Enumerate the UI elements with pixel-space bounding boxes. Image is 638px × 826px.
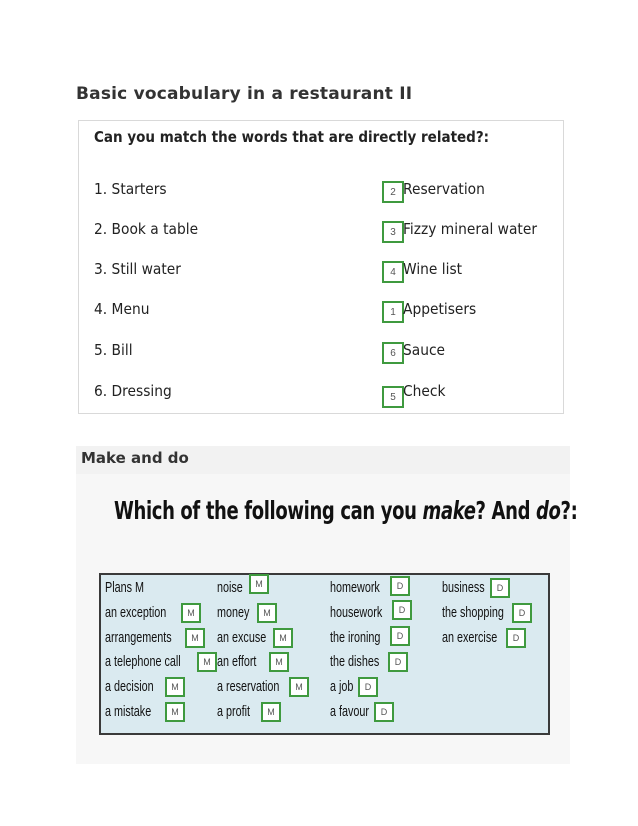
answer-box[interactable]: M	[257, 603, 277, 623]
answer-box[interactable]: 6	[382, 342, 404, 364]
word-cell	[217, 677, 304, 699]
answer-box[interactable]: M	[249, 574, 269, 594]
answer-box[interactable]: M	[185, 628, 205, 648]
word-cell	[105, 603, 195, 625]
make-do-table	[99, 573, 550, 735]
word-cell	[330, 628, 404, 650]
word: a job	[330, 678, 354, 695]
answer-box[interactable]: M	[273, 628, 293, 648]
word: noise	[217, 579, 243, 596]
match-row	[79, 260, 563, 290]
word: money	[217, 604, 250, 621]
word-cell	[217, 628, 285, 650]
word: a mistake	[105, 703, 152, 720]
answer-box[interactable]: D	[358, 677, 378, 697]
section1-heading: Basic vocabulary in a restaurant II	[76, 84, 413, 104]
matching-question: Can you match the words that are directly related?:	[94, 128, 490, 146]
word: Plans M	[105, 579, 145, 596]
answer-box[interactable]: 5	[382, 386, 404, 408]
word-cell	[330, 677, 372, 699]
word: an exception	[105, 604, 167, 621]
answer-box[interactable]: M	[269, 652, 289, 672]
answer-box[interactable]: 4	[382, 261, 404, 283]
answer-box[interactable]: D	[390, 576, 410, 596]
answer-box[interactable]: 1	[382, 301, 404, 323]
answer-box[interactable]: D	[506, 628, 526, 648]
make-do-question: Which of the following can you make? And do?:	[114, 496, 578, 525]
word-cell	[442, 628, 519, 650]
answer-box[interactable]: 2	[382, 181, 404, 203]
answer-box[interactable]: M	[197, 652, 217, 672]
right-term: Reservation	[403, 180, 485, 198]
word-cell	[330, 603, 406, 625]
word-cell	[217, 578, 263, 600]
word: an exercise	[442, 629, 498, 646]
answer-box[interactable]: D	[392, 600, 412, 620]
word-cell	[105, 628, 198, 650]
word: homework	[330, 579, 380, 596]
right-term: Check	[403, 382, 446, 400]
answer-box[interactable]: M	[165, 702, 185, 722]
left-term: 1. Starters	[94, 180, 167, 198]
word: a profit	[217, 703, 251, 720]
section2-heading-bar	[76, 446, 570, 474]
left-term: 6. Dressing	[94, 382, 172, 400]
word: an excuse	[217, 629, 267, 646]
right-term: Wine list	[403, 260, 463, 278]
right-term: Fizzy mineral water	[403, 220, 538, 238]
answer-box[interactable]: D	[388, 652, 408, 672]
answer-box[interactable]: 3	[382, 221, 404, 243]
right-term: Appetisers	[403, 300, 477, 318]
word: the ironing	[330, 629, 381, 646]
word-cell	[217, 652, 283, 674]
word-cell	[330, 702, 388, 724]
word-cell	[105, 652, 210, 674]
answer-box[interactable]: D	[512, 603, 532, 623]
word: the dishes	[330, 653, 380, 670]
answer-box[interactable]: M	[261, 702, 281, 722]
word-cell	[217, 702, 275, 724]
word: a telephone call	[105, 653, 181, 670]
word: business	[442, 579, 485, 596]
word-cell	[330, 578, 404, 600]
left-term: 4. Menu	[94, 300, 150, 318]
word: arrangements	[105, 629, 172, 646]
answer-box[interactable]: M	[181, 603, 201, 623]
word-cell	[217, 603, 271, 625]
word: the shopping	[442, 604, 504, 621]
answer-box[interactable]: M	[165, 677, 185, 697]
match-row	[79, 180, 563, 210]
answer-box[interactable]: M	[289, 677, 309, 697]
word-cell	[105, 677, 179, 699]
left-term: 2. Book a table	[94, 220, 199, 238]
section2-heading: Make and do	[81, 449, 189, 467]
word-cell	[330, 652, 402, 674]
word-cell	[442, 578, 504, 600]
make-do-exercise	[76, 474, 578, 764]
answer-box[interactable]: D	[490, 578, 510, 598]
match-row	[79, 382, 563, 412]
word: a favour	[330, 703, 370, 720]
word-cell	[442, 603, 528, 625]
match-row	[79, 341, 563, 371]
matching-exercise	[78, 120, 564, 414]
word: a reservation	[217, 678, 280, 695]
answer-box[interactable]: D	[374, 702, 394, 722]
word: a decision	[105, 678, 154, 695]
word-cell	[105, 578, 159, 600]
left-term: 5. Bill	[94, 341, 133, 359]
word-cell	[105, 702, 179, 724]
word: housework	[330, 604, 383, 621]
answer-box[interactable]: D	[390, 626, 410, 646]
match-row	[79, 300, 563, 330]
word: an effort	[217, 653, 257, 670]
left-term: 3. Still water	[94, 260, 181, 278]
match-row	[79, 220, 563, 250]
right-term: Sauce	[403, 341, 446, 359]
